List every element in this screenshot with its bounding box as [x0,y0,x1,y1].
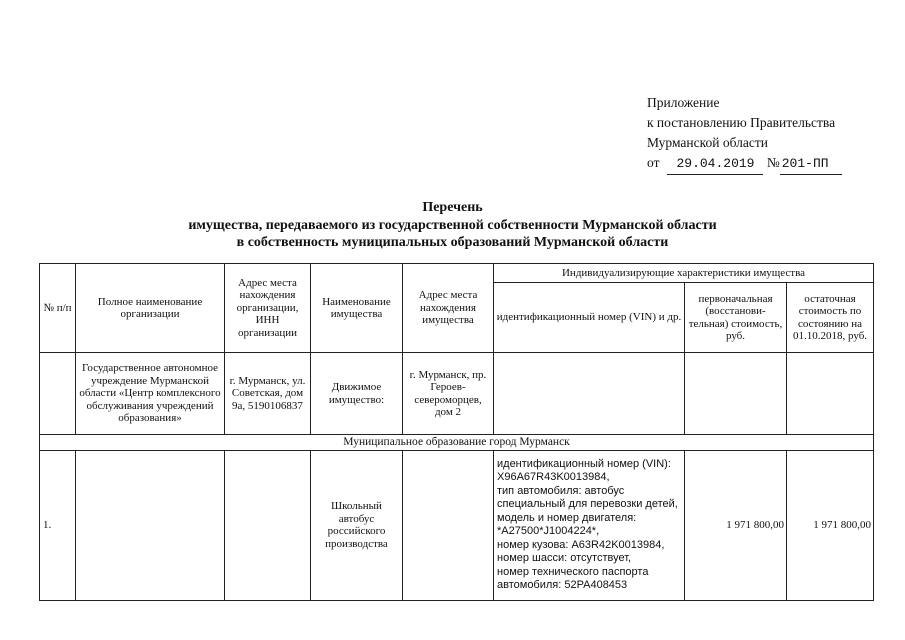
ident-line: идентификационный номер (VIN): [497,457,671,470]
decree-number: 201-ПП [780,154,842,175]
appendix-line-1: Приложение [647,95,720,110]
header-ident: идентификационный номер (VIN) и др. [494,283,685,353]
header-org-address: Адрес места нахождения организации, ИНН организации [225,264,311,353]
item-ident [494,450,685,600]
title-line-1: Перечень [422,200,483,215]
header-org-name: Полное наименование организации [76,264,225,353]
ident-line: номер кузова: A63R42K0013984, [497,538,665,551]
header-characteristics: Индивидуализирующие характеристики имущества [494,264,874,283]
org-initial-cost-cell [685,353,787,435]
appendix-line-3: Мурманской области [647,135,768,150]
header-residual-cost: остаточная стоимость по состоянию на 01.10.2018, руб. [787,283,874,353]
item-org-cell [76,450,225,600]
ident-line: номер технического паспорта [497,565,649,578]
header-initial-cost: первоначальная (восстанови-тельная) стоимость, руб. [685,283,787,353]
document-title [0,199,905,252]
item-name: Школьный автобус российского производства [311,450,403,600]
org-address-cell: г. Мурманск, ул. Советская, дом 9а, 5190106837 [225,353,311,435]
organization-row [40,353,874,435]
item-initial-cost: 1 971 800,00 [685,450,787,600]
property-type-cell: Движимое имущество: [311,353,403,435]
item-address-cell [403,450,494,600]
ident-line: модель и номер двигателя: [497,511,637,524]
number-prefix: № [766,155,780,170]
ident-line: автомобиля: 52PA408453 [497,579,628,591]
header-num: № п/п [40,264,76,353]
from-prefix: от [647,155,660,170]
property-address-cell: г. Мурманск, пр. Героев-североморцев, дом 2 [403,353,494,435]
header-property-address: Адрес места нахождения имущества [403,264,494,353]
ident-line: специальный для перевозки детей, [497,498,678,510]
org-num-cell [40,353,76,435]
header-row-1 [40,264,874,283]
item-org-address-cell [225,450,311,600]
group-title: Муниципальное образование город Мурманск [40,435,874,451]
org-residual-cost-cell [787,353,874,435]
title-line-3: в собственность муниципальных образований Мурманской области [236,235,669,250]
decree-date: 29.04.2019 [667,154,763,175]
item-num: 1. [40,450,76,600]
item-residual-cost: 1 971 800,00 [787,450,874,600]
header-property-name: Наименование имущества [311,264,403,353]
ident-line: номер шасси: отсутствует, [497,552,632,564]
title-line-2: имущества, передаваемого из государственной собственности Мурманской области [188,217,717,233]
appendix-date-line [647,153,842,175]
group-row [40,435,874,451]
ident-line: тип автомобиля: автобус [497,484,625,497]
table-row [40,450,874,600]
org-name-cell: Государственное автономное учреждение Мурманской области «Центр комплексного обслуживания учреждений образования» [76,353,225,435]
ident-line: X96A67R43K0013984, [497,471,610,483]
appendix-block [647,93,842,175]
appendix-line-2: к постановлению Правительства [647,115,836,130]
property-table [39,263,874,601]
ident-line: *A27500*J1004224*, [497,525,600,537]
org-ident-cell [494,353,685,435]
